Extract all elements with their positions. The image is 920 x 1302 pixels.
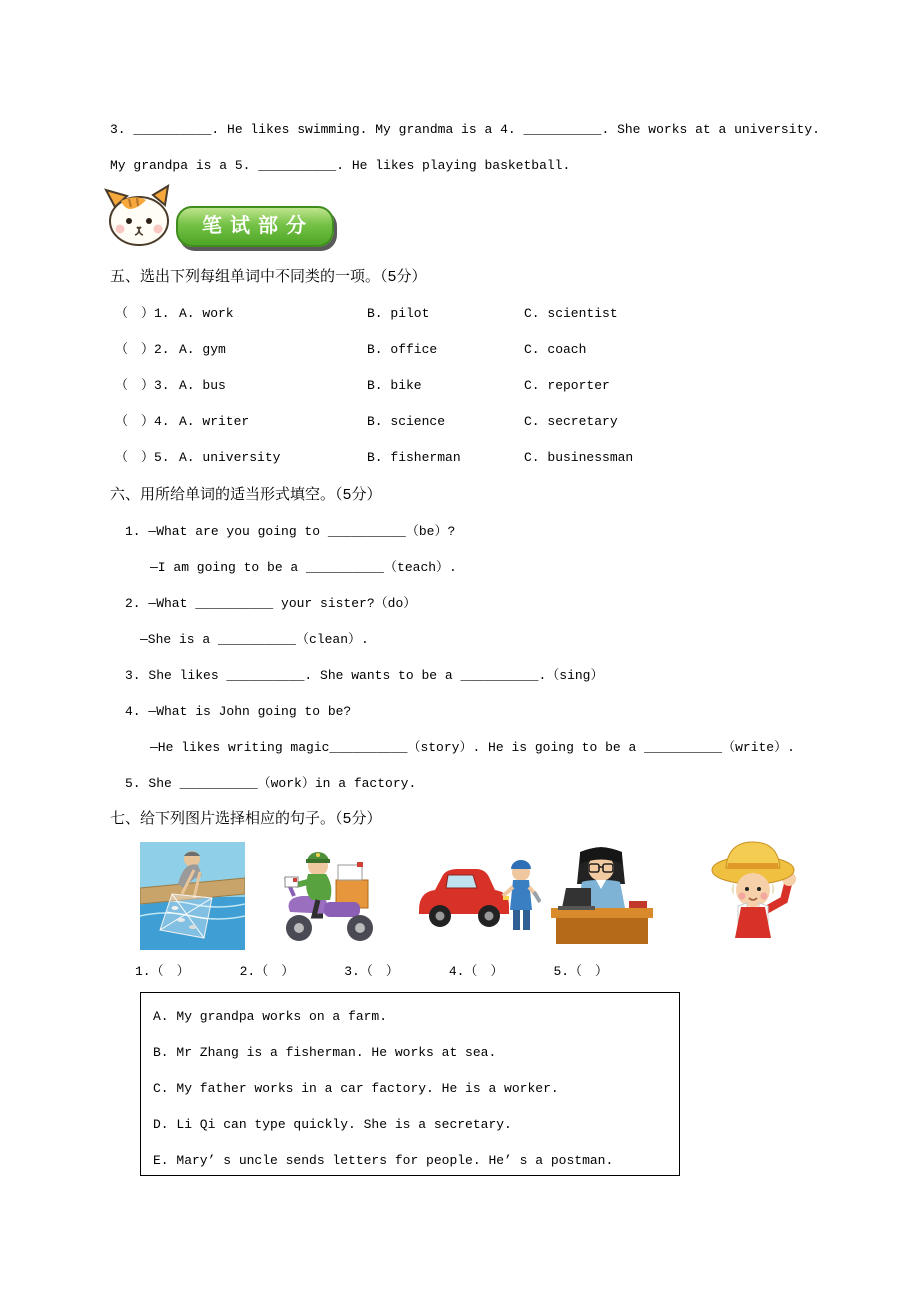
written-part-banner: 笔试部分 (176, 206, 334, 247)
intro-line-1: 3. __________. He likes swimming. My grandma is a 4. __________. She works at a university. (110, 122, 820, 137)
answer-brackets: （ ）1. (115, 306, 170, 321)
sentence-a: A. My grandpa works on a farm. (153, 1009, 388, 1024)
word-group-row (110, 440, 900, 476)
option-a: A. university (179, 450, 281, 465)
fill-blank-line: 1. —What are you going to __________（be）? (125, 524, 456, 539)
word-group-row (110, 368, 900, 404)
sentence-c: C. My father works in a car factory. He is a worker. (153, 1081, 559, 1096)
picture-car-worker (413, 844, 541, 950)
word-group-row (110, 296, 900, 332)
option-a: A. bus (179, 378, 226, 393)
fill-blank-line: 4. —What is John going to be? (125, 704, 352, 719)
option-a: A. work (179, 306, 234, 321)
option-c: C. secretary (524, 414, 618, 429)
option-b: B. fisherman (367, 450, 461, 465)
picture-postman (272, 840, 390, 950)
fill-blank-line: 5. She __________（work）in a factory. (125, 776, 417, 791)
answer-brackets: （ ）3. (115, 378, 170, 393)
written-part-header (100, 184, 334, 256)
answer-slot-5: 5.（ ） (553, 964, 609, 979)
fill-blank-line: 2. —What __________ your sister?（do） (125, 596, 417, 611)
fill-blank-line: —He likes writing magic__________（story）. He is going to be a __________（write）. (150, 740, 795, 755)
option-c: C. scientist (524, 306, 618, 321)
option-b: B. bike (367, 378, 422, 393)
answer-slot-4: 4.（ ） (448, 964, 504, 979)
option-b: B. science (367, 414, 446, 429)
fill-blank-line: —I am going to be a __________（teach）. (150, 560, 457, 575)
sentence-b: B. Mr Zhang is a fisherman. He works at sea. (153, 1045, 497, 1060)
answer-brackets: （ ）5. (115, 450, 170, 465)
section-5 (110, 260, 900, 476)
sentence-e: E. Mary’ s uncle sends letters for people. He’ s a postman. (153, 1153, 614, 1168)
option-a: A. writer (179, 414, 250, 429)
answer-slot-3: 3.（ ） (344, 964, 399, 979)
sentence-choices-box (140, 992, 680, 1176)
answer-brackets: （ ）4. (115, 414, 170, 429)
option-c: C. coach (524, 342, 587, 357)
picture-fisherman (140, 842, 245, 950)
option-b: B. office (367, 342, 438, 357)
answer-brackets: （ ）2. (115, 342, 170, 357)
option-c: C. businessman (524, 450, 634, 465)
word-group-row (110, 332, 900, 368)
answer-slot-2: 2.（ ） (239, 964, 295, 979)
word-group-row (110, 404, 900, 440)
picture-secretary (543, 840, 661, 950)
answer-slot-1: 1.（ ） (135, 964, 190, 979)
fill-blank-line: —She is a __________（clean）. (140, 632, 369, 647)
intro-text-block (110, 112, 900, 184)
intro-line-2: My grandpa is a 5. __________. He likes playing basketball. (110, 158, 571, 173)
sentence-d: D. Li Qi can type quickly. She is a secretary. (153, 1117, 512, 1132)
section-6 (110, 478, 900, 802)
option-a: A. gym (179, 342, 226, 357)
option-b: B. pilot (367, 306, 430, 321)
section-5-title: 五、选出下列每组单词中不同类的一项。（5分） (110, 269, 427, 286)
section-6-title: 六、用所给单词的适当形式填空。（5分） (110, 487, 382, 504)
fill-blank-line: 3. She likes __________. She wants to be a __________.（sing） (125, 668, 604, 683)
section-7-title: 七、给下列图片选择相应的句子。（5分） (110, 811, 382, 828)
option-c: C. reporter (524, 378, 610, 393)
picture-farmer (700, 834, 815, 952)
picture-answer-numbers (135, 962, 658, 982)
cat-mascot-icon (100, 184, 180, 256)
